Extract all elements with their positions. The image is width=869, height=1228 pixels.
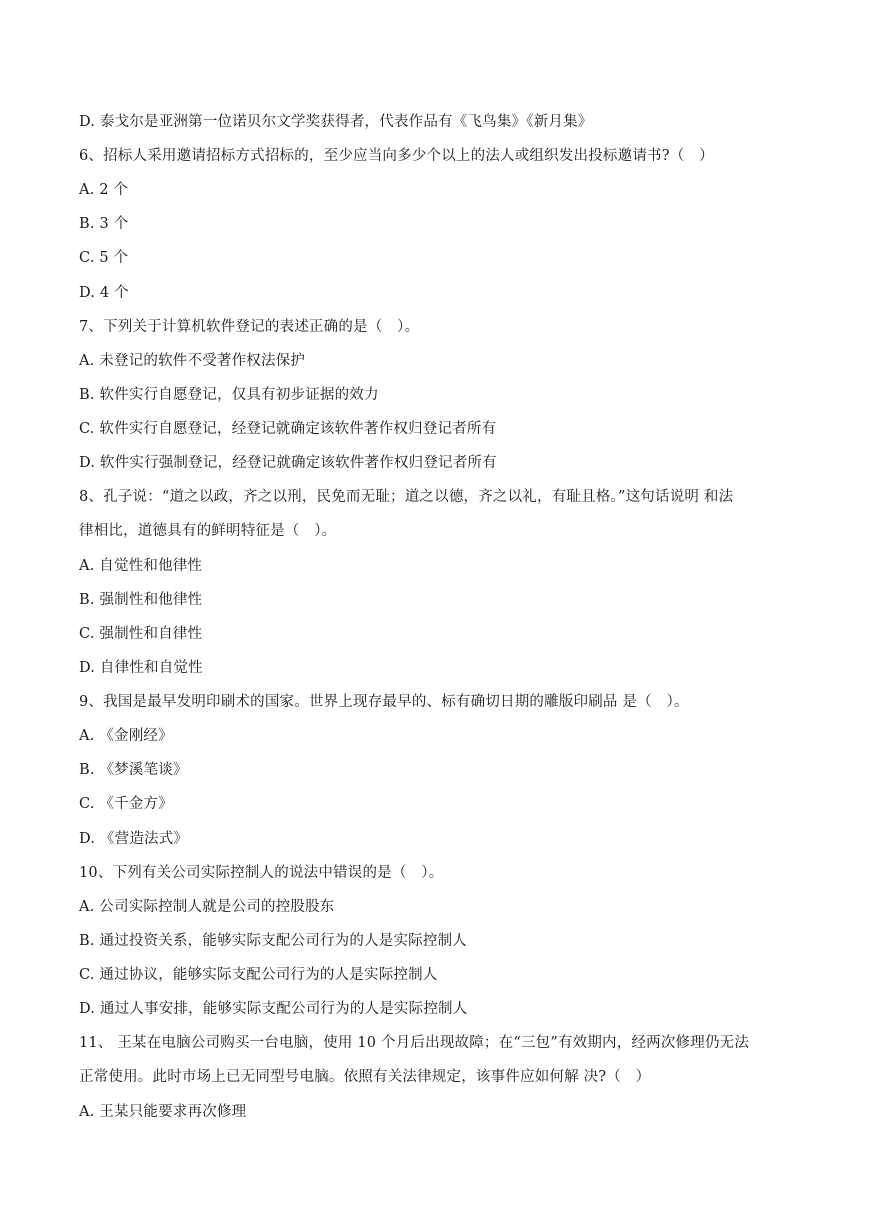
question-8-line-1: 8、孔子说：“道之以政，齐之以刑，民免而无耻；道之以德，齐之以礼，有耻且格。”这句话说明 和法 bbox=[79, 489, 734, 505]
option-a-q6: A. 2 个 bbox=[79, 182, 129, 198]
question-11-line-2: 正常使用。此时市场上已无同型号电脑。依照有关法律规定，该事件应如何解 决?（ ） bbox=[79, 1069, 651, 1085]
option-b-q10: B. 通过投资关系，能够实际支配公司行为的人是实际控制人 bbox=[79, 933, 467, 949]
option-d-q6: D. 4 个 bbox=[79, 285, 129, 301]
option-b-q6: B. 3 个 bbox=[79, 216, 129, 232]
option-b-q9: B. 《梦溪笔谈》 bbox=[79, 762, 188, 778]
option-a-q8: A. 自觉性和他律性 bbox=[79, 558, 203, 574]
option-b-q7: B. 软件实行自愿登记，仅具有初步证据的效力 bbox=[79, 387, 379, 403]
option-c-q6: C. 5 个 bbox=[79, 250, 129, 266]
question-9: 9、我国是最早发明印刷术的国家。世界上现存最早的、标有确切日期的雕版印刷品 是（ ）。 bbox=[79, 694, 689, 710]
option-d-q10: D. 通过人事安排，能够实际支配公司行为的人是实际控制人 bbox=[79, 1001, 468, 1017]
option-c-q8: C. 强制性和自律性 bbox=[79, 626, 203, 642]
option-d-q5: D. 泰戈尔是亚洲第一位诺贝尔文学奖获得者，代表作品有《飞鸟集》《新月集》 bbox=[79, 114, 593, 130]
option-a-q10: A. 公司实际控制人就是公司的控股股东 bbox=[79, 899, 335, 915]
option-d-q9: D. 《营造法式》 bbox=[79, 831, 189, 847]
option-d-q8: D. 自律性和自觉性 bbox=[79, 660, 203, 676]
question-8-line-2: 律相比，道德具有的鲜明特征是（ ）。 bbox=[79, 523, 337, 539]
question-6: 6、招标人采用邀请招标方式招标的，至少应当向多少个以上的法人或组织发出投标邀请书?（ ） bbox=[79, 148, 714, 164]
option-d-q7: D. 软件实行强制登记，经登记就确定该软件著作权归登记者所有 bbox=[79, 455, 497, 471]
option-c-q9: C. 《千金方》 bbox=[79, 796, 173, 812]
option-a-q11: A. 王某只能要求再次修理 bbox=[79, 1104, 247, 1120]
option-c-q10: C. 通过协议，能够实际支配公司行为的人是实际控制人 bbox=[79, 967, 438, 983]
option-c-q7: C. 软件实行自愿登记，经登记就确定该软件著作权归登记者所有 bbox=[79, 421, 497, 437]
option-a-q9: A. 《金刚经》 bbox=[79, 728, 173, 744]
question-10: 10、下列有关公司实际控制人的说法中错误的是（ ）。 bbox=[79, 865, 444, 881]
question-11-line-1: 11、 王某在电脑公司购买一台电脑，使用 10 个月后出现故障；在“三包”有效期内，经两次修理仍无法 bbox=[79, 1035, 750, 1051]
option-b-q8: B. 强制性和他律性 bbox=[79, 592, 203, 608]
question-7: 7、下列关于计算机软件登记的表述正确的是（ ）。 bbox=[79, 319, 420, 335]
option-a-q7: A. 未登记的软件不受著作权法保护 bbox=[79, 353, 306, 369]
